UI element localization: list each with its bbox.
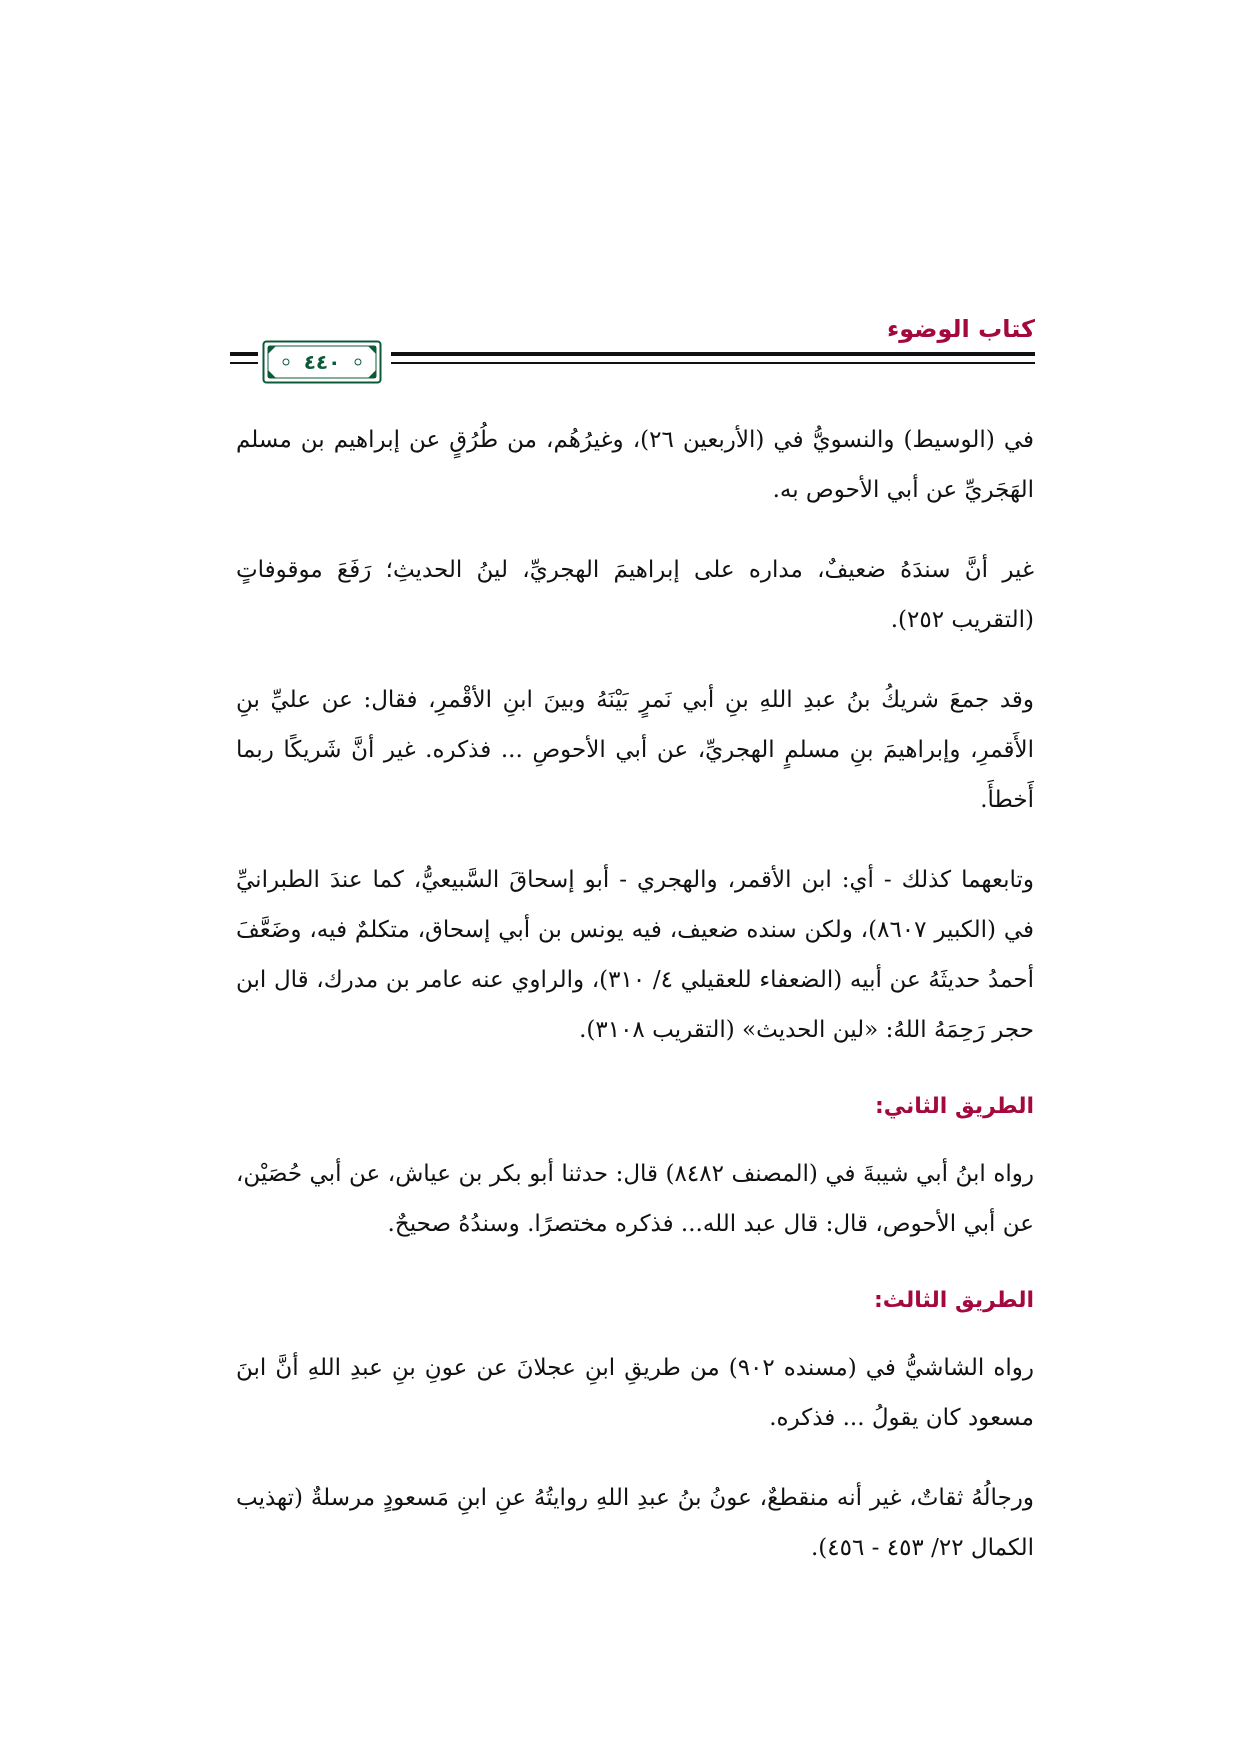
paragraph-5: رواه ابنُ أبي شيبةَ في (المصنف ٨٤٨٢) قال: حدثنا أبو بكر بن عياش، عن أبي حُصَيْن، عن أبي الأحوص، قال: قال عبد الله... فذكره مختصرًا. وسندُهُ صحيحٌ. <box>236 1161 1034 1237</box>
section-heading-second-route: الطريق الثاني: <box>874 1094 1034 1119</box>
page-body <box>236 415 1034 1603</box>
header-rule-thin <box>391 362 1035 364</box>
paragraph-1: في (الوسيط) والنسويُّ في (الأربعين ٢٦)، وغيرُهُم، من طُرُقٍ عن إبراهيم بن مسلم الهَجَريِّ عن أبي الأحوص به. <box>236 427 1034 503</box>
page-header <box>230 310 1035 390</box>
paragraph-7: ورجالُهُ ثقاتٌ، غير أنه منقطعٌ، عونُ بنُ عبدِ اللهِ روايتُهُ عنِ ابنِ مَسعودٍ مرسلةٌ (تهذيب الكمال ٢٢/ ٤٥٣ - ٤٥٦). <box>236 1485 1034 1561</box>
header-rule-left-thick <box>230 352 258 356</box>
book-title: كتاب الوضوء <box>886 315 1035 343</box>
header-rule-thick <box>391 352 1035 356</box>
paragraph-2: غير أنَّ سندَهُ ضعيفٌ، مداره على إبراهيمَ الهجريِّ، لينُ الحديثِ؛ رَفَعَ موقوفاتٍ (التقريب ٢٥٢). <box>236 557 1034 633</box>
paragraph-6: رواه الشاشيُّ في (مسنده ٩٠٢) من طريقِ ابنِ عجلانَ عن عونِ بنِ عبدِ اللهِ أنَّ ابنَ مسعود كان يقولُ ... فذكره. <box>236 1355 1034 1431</box>
header-rule-left-thin <box>230 362 258 364</box>
page-number: ٤٤٠ <box>303 350 341 374</box>
section-heading-third-route: الطريق الثالث: <box>873 1288 1034 1313</box>
paragraph-3: وقد جمعَ شريكُ بنُ عبدِ اللهِ بنِ أبي نَمرٍ بَيْنَهُ وبينَ ابنِ الأقْمرِ، فقال: عن عليِّ بنِ الأَقمرِ، وإبراهيمَ بنِ مسلمٍ الهجريِّ، عن أبي الأحوصِ ... فذكره. غير أنَّ شَريكًا ربما أَخطأَ. <box>236 687 1034 813</box>
page-number-badge <box>262 340 382 384</box>
paragraph-4: وتابعهما كذلك - أي: ابن الأقمر، والهجري - أبو إسحاقَ السَّبيعيُّ، كما عندَ الطبرانيِّ في (الكبير ٨٦٠٧)، ولكن سنده ضعيف، فيه يونس بن أبي إسحاق، متكلمٌ فيه، وضَعَّفَ أحمدُ حديثَهُ عن أبيه (الضعفاء للعقيلي ٤/ ٣١٠)، والراوي عنه عامر بن مدرك، قال ابن حجر رَحِمَهُ اللهُ: «لين الحديث» (التقريب ٣١٠٨). <box>236 867 1035 1043</box>
